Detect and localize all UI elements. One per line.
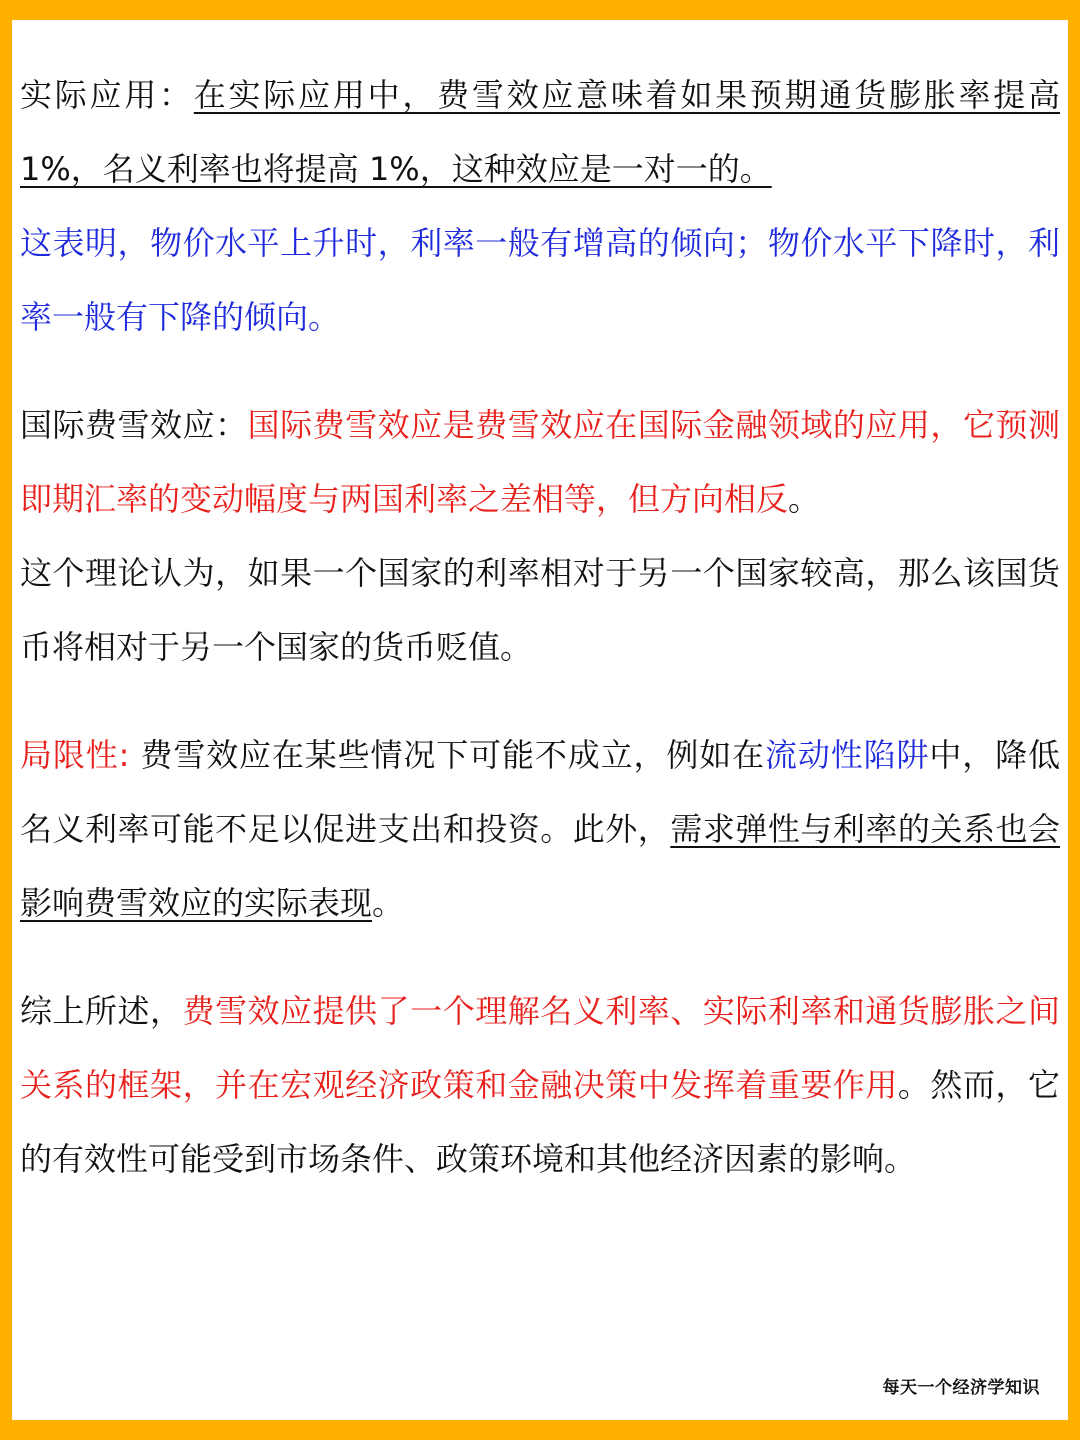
practical-application-label: 实际应用：: [20, 76, 194, 114]
limitation-underlined-text: 需求弹性与利率的关系也会影响费雪效应的实际表现: [20, 810, 1060, 922]
indication-paragraph: 这表明，物价水平上升时，利率一般有增高的倾向；物价水平下降时，利率一般有下降的倾向。: [20, 224, 1060, 336]
section-spacer: [20, 354, 1060, 388]
practical-application-text: 在实际应用中，费雪效应意味着如果预期通货膨胀率提高 1%，名义利率也将提高 1%，这种效应是一对一的。: [20, 76, 1060, 188]
document-body: [20, 58, 1060, 1196]
international-fisher-definition: 国际费雪效应是费雪效应在国际金融领域的应用，它预测即期汇率的变动幅度与两国利率之差相等，但方向相反: [20, 406, 1060, 518]
summary-highlight: 费雪效应提供了一个理解名义利率、实际利率和通货膨胀之间关系的框架，并在宏观经济政策和金融决策中发挥着重要作用: [20, 992, 1060, 1104]
footer-caption: 每天一个经济学知识: [882, 1378, 1040, 1398]
section-spacer: [20, 940, 1060, 974]
limitation-text-2: 中，降低名义利率可能不足以促进支出和投资。此外，: [20, 736, 1060, 848]
document-page: [12, 20, 1068, 1420]
international-fisher-end: 。: [788, 480, 821, 518]
summary-rest: 。然而，它的有效性可能受到市场条件、政策环境和其他经济因素的影响。: [20, 1066, 1060, 1178]
practical-application-paragraph: [20, 58, 1060, 206]
international-fisher-label: 国际费雪效应：: [20, 406, 248, 444]
limitation-text-1: 费雪效应在某些情况下可能不成立，例如在: [129, 736, 765, 774]
limitation-label: 局限性:: [20, 736, 130, 774]
limitation-paragraph: [20, 718, 1060, 940]
section-spacer: [20, 684, 1060, 718]
international-fisher-paragraph: [20, 388, 1060, 536]
limitation-end: 。: [372, 884, 405, 922]
liquidity-trap-term: 流动性陷阱: [765, 736, 930, 774]
theory-paragraph: 这个理论认为，如果一个国家的利率相对于另一个国家较高，那么该国货币将相对于另一个国家的货币贬值。: [20, 554, 1060, 666]
summary-paragraph: [20, 974, 1060, 1196]
summary-label: 综上所述，: [20, 992, 183, 1030]
